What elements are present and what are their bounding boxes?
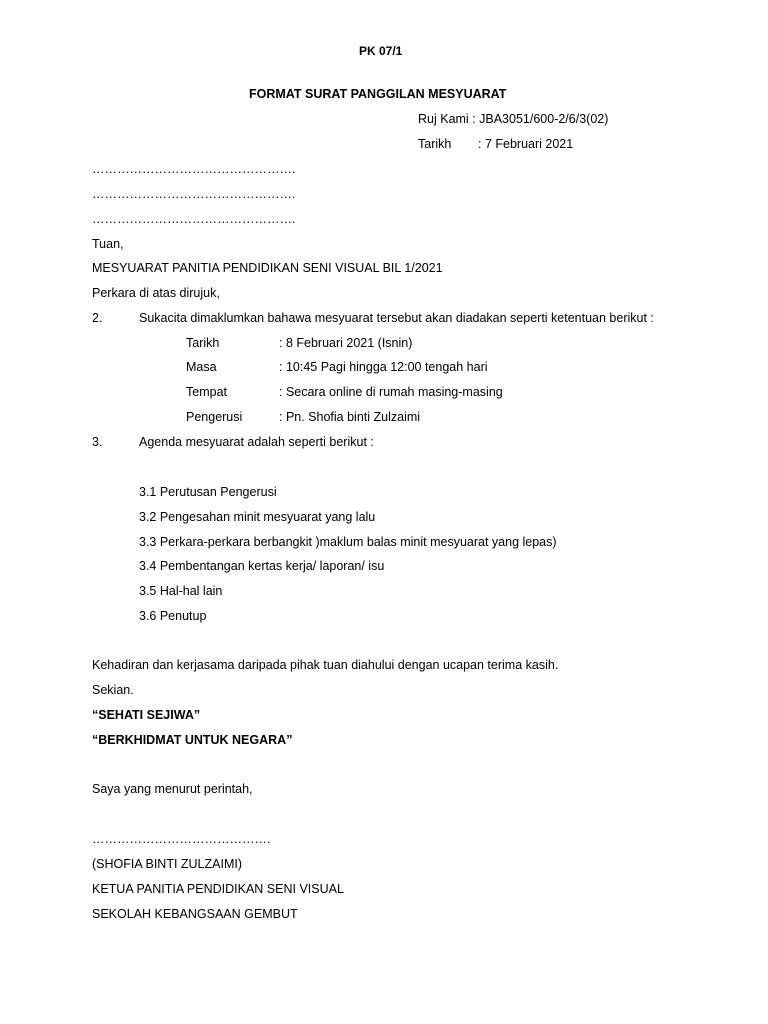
reference-number: Ruj Kami : JBA3051/600-2/6/3(02): [418, 112, 609, 126]
address-line: ………………………………………….: [92, 162, 296, 176]
agenda-item: 3.1 Perutusan Pengerusi: [139, 485, 277, 499]
motto-1: “SEHATI SEJIWA”: [92, 708, 201, 722]
address-line: ………………………………………….: [92, 212, 296, 226]
document-title: FORMAT SURAT PANGGILAN MESYUARAT: [249, 87, 507, 101]
detail-value-date: : 8 Februari 2021 (Isnin): [279, 336, 413, 350]
letter-date-value: : 7 Februari 2021: [478, 137, 574, 151]
school-name: SEKOLAH KEBANGSAAN GEMBUT: [92, 907, 298, 921]
intro-text: Perkara di atas dirujuk,: [92, 286, 220, 300]
detail-value-place: : Secara online di rumah masing-masing: [279, 385, 503, 399]
detail-label-place: Tempat: [186, 385, 227, 399]
detail-label-date: Tarikh: [186, 336, 220, 350]
agenda-item: 3.4 Pembentangan kertas kerja/ laporan/ isu: [139, 559, 385, 573]
document-code: PK 07/1: [359, 44, 403, 58]
detail-label-chair: Pengerusi: [186, 410, 243, 424]
detail-value-time: : 10:45 Pagi hingga 12:00 tengah hari: [279, 360, 488, 374]
signatory-name: (SHOFIA BINTI ZULZAIMI): [92, 857, 243, 871]
order-text: Saya yang menurut perintah,: [92, 782, 253, 796]
subject-line: MESYUARAT PANITIA PENDIDIKAN SENI VISUAL BIL 1/2021: [92, 261, 443, 275]
detail-label-time: Masa: [186, 360, 217, 374]
paragraph-2-number: 2.: [92, 311, 103, 325]
salutation: Tuan,: [92, 237, 124, 251]
sekian-text: Sekian.: [92, 683, 134, 697]
letter-date-label: Tarikh: [418, 137, 452, 151]
signature-line: …………………………………….: [92, 832, 271, 846]
detail-value-chair: : Pn. Shofia binti Zulzaimi: [279, 410, 421, 424]
agenda-item: 3.3 Perkara-perkara berbangkit )maklum balas minit mesyuarat yang lepas): [139, 535, 557, 549]
paragraph-2-text: Sukacita dimaklumkan bahawa mesyuarat tersebut akan diadakan seperti ketentuan berikut :: [139, 311, 654, 325]
motto-2: “BERKHIDMAT UNTUK NEGARA”: [92, 733, 293, 747]
address-line: ………………………………………….: [92, 187, 296, 201]
agenda-item: 3.5 Hal-hal lain: [139, 584, 223, 598]
agenda-item: 3.2 Pengesahan minit mesyuarat yang lalu: [139, 510, 376, 524]
paragraph-3-number: 3.: [92, 435, 103, 449]
signatory-position: KETUA PANITIA PENDIDIKAN SENI VISUAL: [92, 882, 344, 896]
paragraph-3-text: Agenda mesyuarat adalah seperti berikut :: [139, 435, 374, 449]
agenda-item: 3.6 Penutup: [139, 609, 207, 623]
thanks-text: Kehadiran dan kerjasama daripada pihak tuan diahului dengan ucapan terima kasih.: [92, 658, 559, 672]
